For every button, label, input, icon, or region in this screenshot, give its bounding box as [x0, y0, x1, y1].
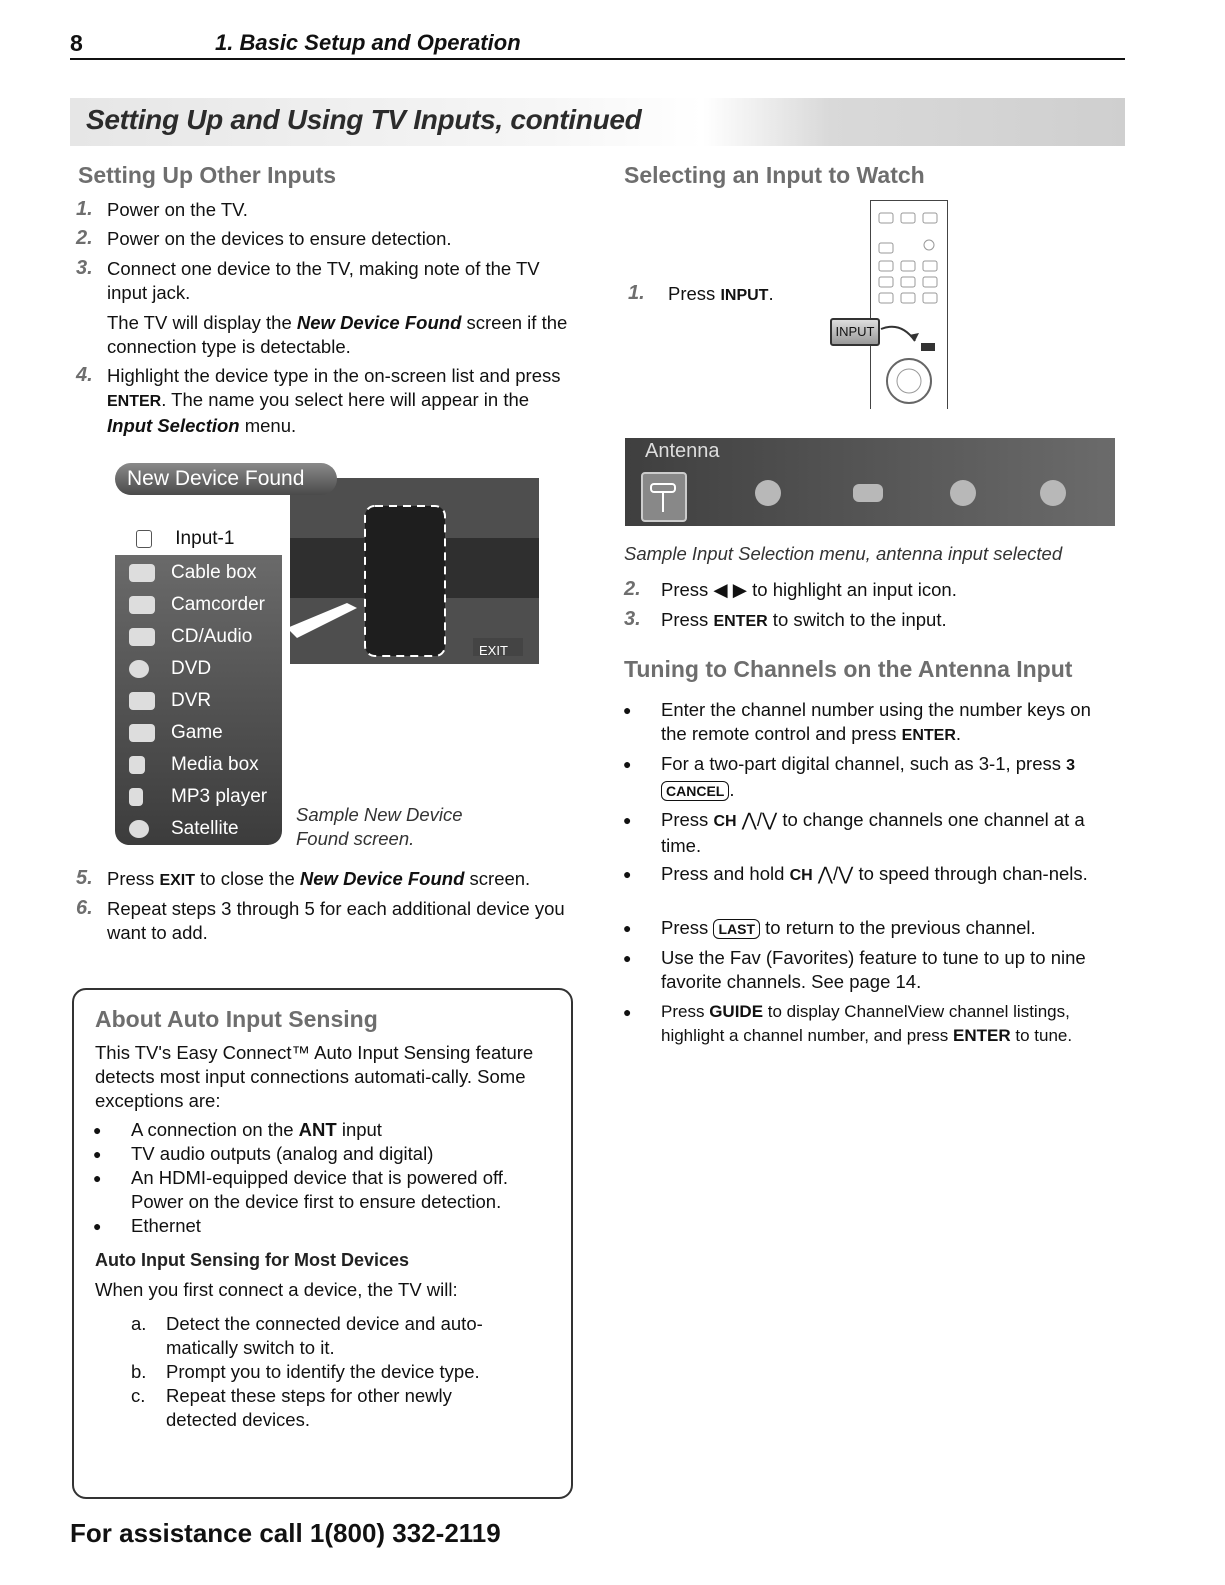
input-selection-menu-image	[625, 438, 1115, 526]
list-item: ● Press GUIDE to display ChannelView channel listings, highlight a channel number, and press ENTER to tune.	[623, 1002, 1073, 1045]
step-number: 2.	[624, 578, 641, 600]
banner-title: Setting Up and Using TV Inputs, continued	[86, 104, 642, 135]
media-box-icon	[129, 756, 145, 774]
step-number: 2.	[76, 227, 93, 249]
list-item[interactable]: Satellite	[115, 813, 282, 845]
list-item[interactable]: DVR	[115, 685, 282, 717]
antenna-label: Antenna	[645, 440, 720, 462]
antenna-caption: Sample Input Selection menu, antenna input selected	[624, 543, 1063, 564]
heading-setting-up-other-inputs: Setting Up Other Inputs	[78, 162, 337, 188]
ndf-exit-label: EXIT	[479, 643, 508, 658]
box-intro: This TV's Easy Connect™ Auto Input Sensing feature detects most input connections automati-cally. Some exceptions are:	[95, 1042, 534, 1111]
step-number: 3.	[76, 257, 93, 279]
step-text: Connect one device to the TV, making note of the TV input jack.	[107, 258, 540, 303]
list-item: Repeat these steps for other newly detected devices.	[166, 1385, 452, 1430]
heading-tuning-to-channels: Tuning to Channels on the Antenna Input	[624, 656, 1073, 682]
list-item: ● An HDMI-equipped device that is powered off. Power on the device first to ensure detection.	[93, 1167, 509, 1212]
step-number: 5.	[76, 867, 93, 889]
last-button-glyph: LAST	[713, 919, 760, 939]
step-text: Repeat steps 3 through 5 for each additional device you want to add.	[107, 898, 565, 943]
list-item: ● TV audio outputs (analog and digital)	[93, 1143, 434, 1164]
step-note: The TV will display the New Device Found screen if the connection type is detectable.	[107, 312, 568, 357]
list-letter: c.	[131, 1385, 146, 1406]
input-icon	[853, 484, 883, 502]
list-item[interactable]: Game	[115, 717, 282, 749]
mp3-player-icon	[129, 788, 143, 806]
step-number: 1.	[76, 198, 93, 220]
ndf-title-pill: New Device Found	[115, 463, 337, 495]
list-item: ● Enter the channel number using the number keys on the remote control and press ENTER.	[623, 699, 1091, 744]
step-text: Power on the devices to ensure detection.	[107, 228, 452, 249]
list-item: ● Press CH ⋀/⋁ to change channels one channel at a time.	[623, 809, 1085, 856]
list-item[interactable]: CD/Audio	[115, 621, 282, 653]
list-item: ● Ethernet	[93, 1215, 201, 1236]
step-number: 3.	[624, 608, 641, 630]
ndf-grid-graphic	[287, 478, 539, 664]
heading-selecting-an-input: Selecting an Input to Watch	[624, 162, 925, 188]
input-icon	[755, 480, 781, 506]
cable-box-icon	[129, 564, 155, 582]
list-item: Detect the connected device and auto-matically switch to it.	[166, 1313, 483, 1358]
satellite-icon	[129, 820, 149, 838]
list-item[interactable]: Media box	[115, 749, 282, 781]
ndf-current-input: Input-1	[112, 528, 282, 556]
step-text: Power on the TV.	[107, 199, 248, 220]
step-text: Press ◀ ▶ to highlight an input icon.	[661, 579, 957, 600]
header-rule	[70, 58, 1125, 60]
step-number: 4.	[76, 364, 93, 386]
game-controller-icon	[129, 724, 155, 742]
ndf-background-panel	[287, 478, 539, 664]
chapter-title: 1. Basic Setup and Operation	[215, 30, 521, 55]
list-item[interactable]: MP3 player	[115, 781, 282, 813]
list-item: ● Press LAST to return to the previous channel.	[623, 917, 1036, 938]
step-number: 6.	[76, 897, 93, 919]
list-item: Prompt you to identify the device type.	[166, 1361, 480, 1382]
input-icon	[1040, 480, 1066, 506]
ndf-caption: Sample New Device Found screen.	[296, 804, 463, 849]
input-icon	[136, 530, 152, 548]
step-text: Highlight the device type in the on-screen list and press ENTER. The name you select here will appear in the Input Selection menu.	[107, 365, 561, 436]
dvd-icon	[129, 660, 149, 678]
list-letter: b.	[131, 1361, 147, 1382]
list-item[interactable]: Cable box	[115, 557, 282, 589]
step-text: Press EXIT to close the New Device Found screen.	[107, 868, 531, 889]
input-icon	[950, 480, 976, 506]
step-text: Press ENTER to switch to the input.	[661, 609, 947, 630]
list-item: ● For a two-part digital channel, such as 3-1, press 3 CANCEL .	[623, 753, 1076, 800]
list-letter: a.	[131, 1313, 147, 1334]
box-sub-intro: When you first connect a device, the TV will:	[95, 1279, 458, 1300]
list-item: ● Use the Fav (Favorites) feature to tune to up to nine favorite channels. See page 14.	[623, 947, 1086, 992]
box-subheading: Auto Input Sensing for Most Devices	[95, 1250, 410, 1270]
list-item: ● Press and hold CH ⋀/⋁ to speed through chan-nels.	[623, 863, 1088, 884]
step-text: Press INPUT.	[668, 283, 774, 304]
cancel-button-glyph: CANCEL	[661, 781, 729, 801]
heading-about-auto-input-sensing: About Auto Input Sensing	[95, 1006, 378, 1032]
dvr-icon	[129, 692, 155, 710]
list-item[interactable]: Camcorder	[115, 589, 282, 621]
cd-audio-icon	[129, 628, 155, 646]
page-number: 8	[70, 30, 83, 56]
antenna-icon	[641, 472, 687, 522]
ndf-device-list	[115, 555, 282, 845]
remote-control-illustration	[870, 200, 948, 409]
remote-input-button: INPUT	[830, 318, 880, 346]
list-item: ● A connection on the ANT input	[93, 1119, 382, 1140]
remote-buttons-graphic	[871, 201, 947, 409]
footer-assistance: For assistance call 1(800) 332-2119	[70, 1518, 501, 1548]
step-number: 1.	[628, 282, 645, 304]
camcorder-icon	[129, 596, 155, 614]
list-item[interactable]: DVD	[115, 653, 282, 685]
